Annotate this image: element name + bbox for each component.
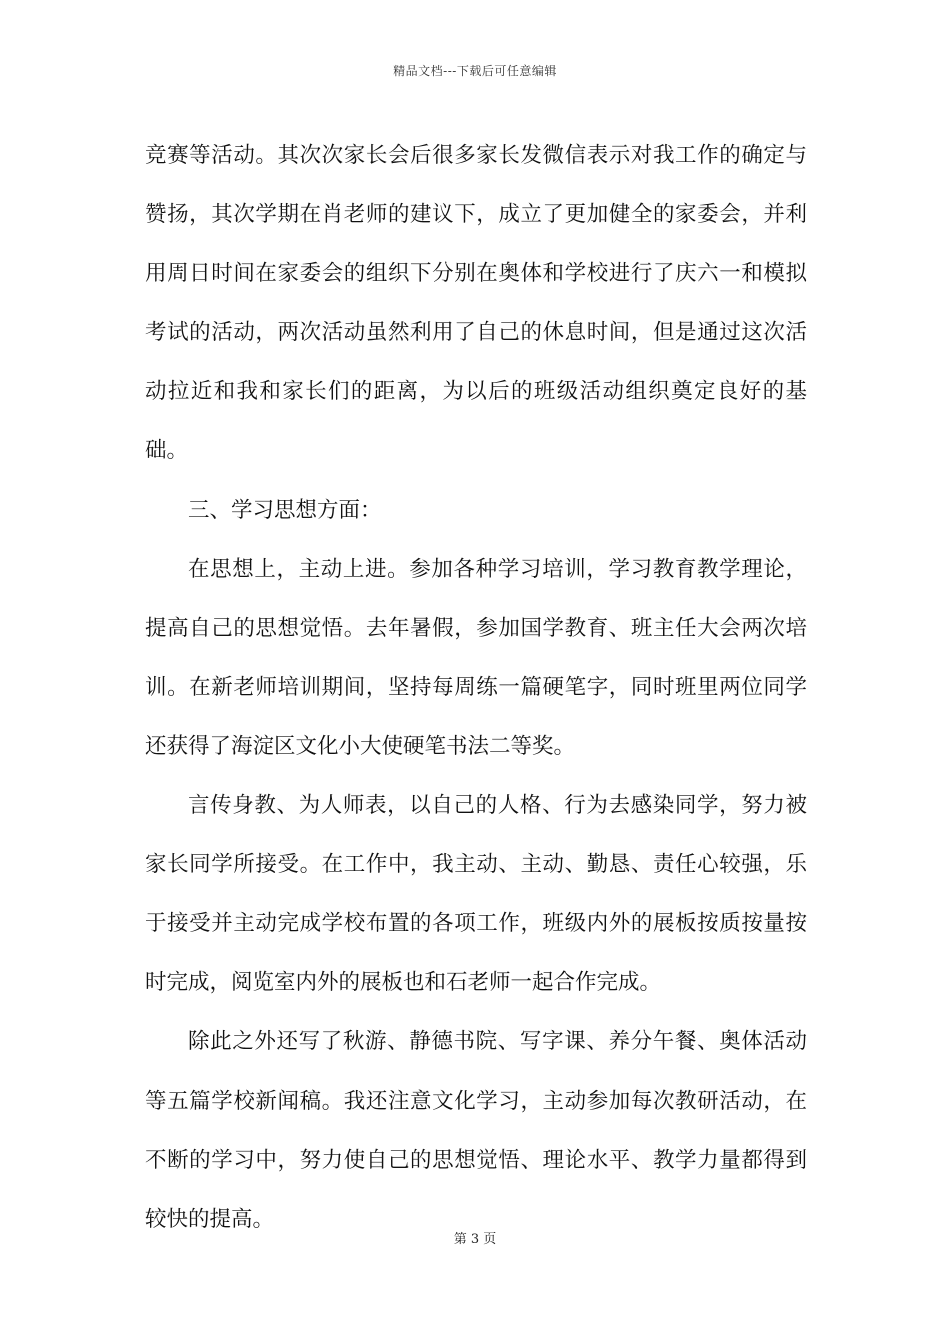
page-header: 精品文档---下载后可任意编辑: [393, 64, 557, 78]
paragraph-2: 在思想上，主动上进。参加各种学习培训，学习教育教学理论，提高自己的思想觉悟。去年暑假，参加国学教育、班主任大会两次培训。在新老师培训期间，坚持每周练一篇硬笔字，同时班里两位同学还获得了海淀区文化小大使硬笔书法二等奖。: [145, 556, 807, 759]
document-body: [145, 126, 807, 1249]
paragraph-3: 言传身教、为人师表，以自己的人格、行为去感染同学，努力被家长同学所接受。在工作中，我主动、主动、勤恳、责任心较强，乐于接受并主动完成学校布置的各项工作，班级内外的展板按质按量按时完成，阅览室内外的展板也和石老师一起合作完成。: [145, 793, 807, 996]
paragraph-1: 竞赛等活动。其次次家长会后很多家长发微信表示对我工作的确定与赞扬，其次学期在肖老师的建议下，成立了更加健全的家委会，并利用周日时间在家委会的组织下分别在奥体和学校进行了庆六一和模拟考试的活动，两次活动虽然利用了自己的休息时间，但是通过这次活动拉近和我和家长们的距离，为以后的班级活动组织奠定良好的基础。: [145, 143, 807, 464]
section-heading: 三、学习思想方面：: [188, 497, 382, 523]
page-number: 第 3 页: [453, 1232, 497, 1247]
paragraph-4: 除此之外还写了秋游、静德书院、写字课、养分午餐、奥体活动等五篇学校新闻稿。我还注意文化学习，主动参加每次教研活动，在不断的学习中，努力使自己的思想觉悟、理论水平、教学力量都得到较快的提高。: [145, 1029, 807, 1232]
